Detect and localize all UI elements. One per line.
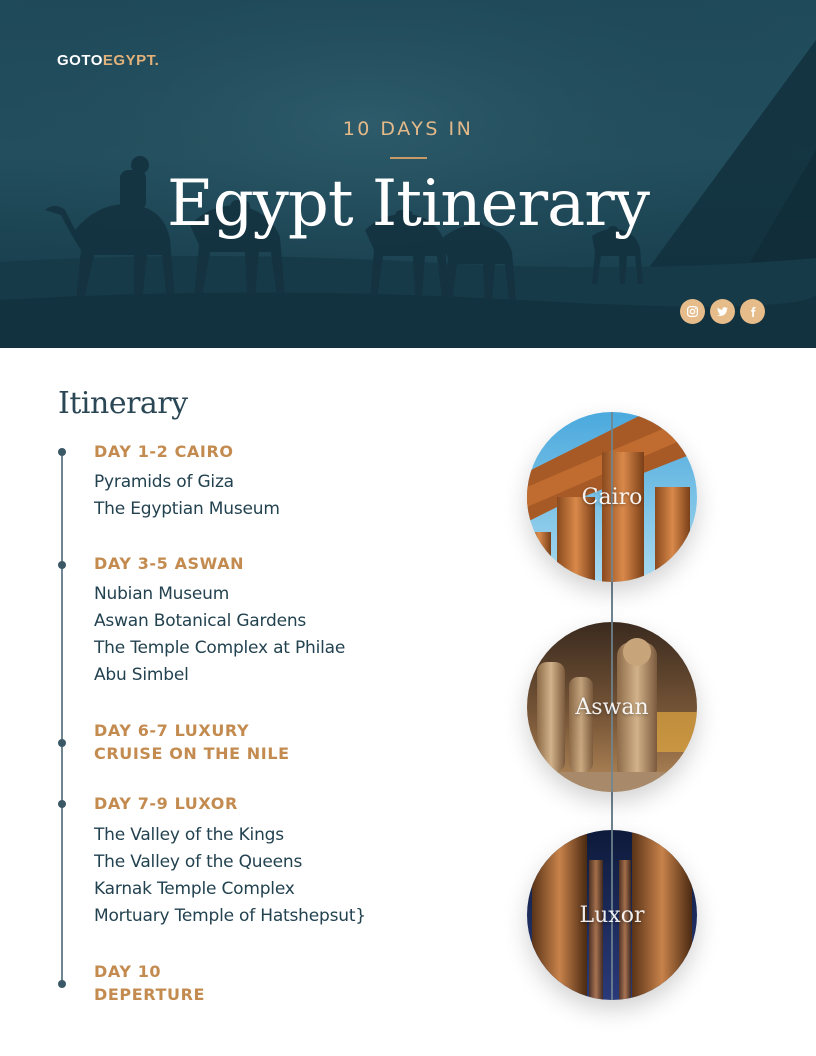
instagram-icon[interactable] — [680, 299, 705, 324]
day-label-luxor — [94, 792, 238, 815]
list-item: The Egyptian Museum — [94, 499, 280, 519]
timeline-dot-day-1 — [58, 448, 66, 456]
timeline-dot-day-10 — [58, 980, 66, 988]
brand-logo[interactable] — [57, 52, 159, 69]
twitter-icon[interactable] — [710, 299, 735, 324]
list-item: The Valley of the Queens — [94, 852, 303, 872]
photo-aswan — [527, 622, 697, 792]
hero-banner — [0, 0, 816, 348]
list-item: The Valley of the Kings — [94, 825, 284, 845]
day-label-cruise — [94, 719, 290, 765]
list-item: The Temple Complex at Philae — [94, 638, 346, 658]
list-item: Aswan Botanical Gardens — [94, 611, 307, 631]
hero-kicker: 10 DAYS IN — [342, 118, 474, 140]
list-item: Nubian Museum — [94, 584, 230, 604]
day-label-departure — [94, 960, 205, 1006]
photo-label-luxor: Luxor — [579, 902, 645, 928]
photo-label-aswan: Aswan — [575, 694, 649, 720]
photo-label-cairo: Cairo — [581, 484, 643, 510]
place-list-aswan — [94, 581, 345, 689]
logo-text-goto: GOTO — [57, 52, 103, 69]
photo-luxor — [527, 830, 697, 1000]
list-item: Pyramids of Giza — [94, 472, 234, 492]
timeline-dot-day-6 — [58, 739, 66, 747]
itinerary-heading: Itinerary — [58, 386, 188, 421]
day-label-line: DAY 7-9 LUXOR — [94, 794, 238, 813]
kicker-divider — [390, 157, 427, 159]
day-label-line: DAY 1-2 CAIRO — [94, 442, 234, 461]
list-item: Mortuary Temple of Hatshepsut} — [94, 906, 366, 926]
photo-cairo — [527, 412, 697, 582]
page-title: Egypt Itinerary — [167, 167, 649, 241]
day-label-line: DAY 10 — [94, 962, 162, 981]
list-item: Abu Simbel — [94, 665, 189, 685]
day-label-line: DEPERTURE — [94, 985, 206, 1004]
place-list-cairo — [94, 469, 280, 523]
day-label-line: CRUISE ON THE NILE — [94, 744, 290, 763]
facebook-icon[interactable] — [740, 299, 765, 324]
day-label-line: DAY 6-7 LUXURY — [94, 721, 250, 740]
list-item: Karnak Temple Complex — [94, 879, 295, 899]
timeline-line — [61, 452, 63, 986]
timeline-dot-day-7 — [58, 800, 66, 808]
timeline-dot-day-3 — [58, 561, 66, 569]
day-label-aswan — [94, 552, 244, 575]
social-links — [680, 299, 765, 324]
day-label-line: DAY 3-5 ASWAN — [94, 554, 245, 573]
logo-text-egypt: EGYPT. — [102, 52, 160, 69]
day-label-cairo — [94, 440, 234, 463]
place-list-luxor — [94, 822, 366, 930]
